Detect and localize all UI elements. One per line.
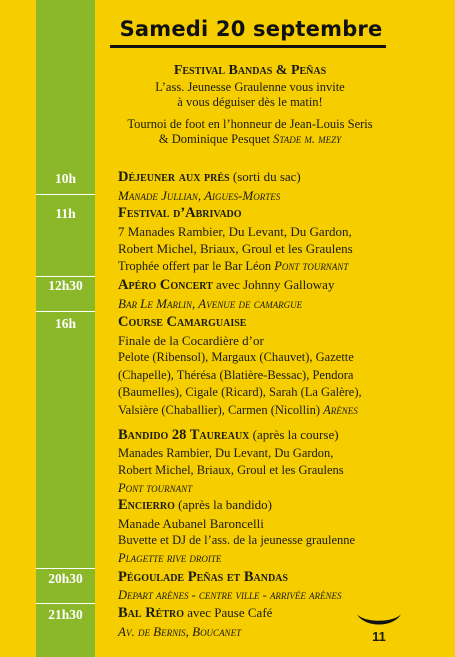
page-number [354,612,404,652]
venue: Bar Le Marlin, Avenue de camargue [118,295,303,311]
event-note: (après la bandido) [174,497,273,512]
time-label: 10h [54,171,76,186]
intro-line: L’ass. Jeunesse Graulenne vous invite [155,80,345,94]
venue: Depart arènes - centre ville - arrivée arènes [118,587,342,602]
intro-line: Tournoi de foot en l’honneur de Jean-Louis Seris [127,117,373,131]
event-detail: Finale de la Cocardière d’or [118,332,264,348]
page-title: Samedi 20 septembre [119,17,383,41]
time-separator [36,194,95,195]
event-detail: 7 Manades Rambier, Du Levant, Du Gardon, [118,223,352,239]
time-separator [36,276,95,277]
event-apero-concert [118,276,418,312]
event-detail: (Baumelles), Cigale (Ricard), Sarah (La Galère), [118,385,362,399]
intro-line: à vous déguiser dès le matin! [177,95,323,109]
event-note: (après la course) [249,427,339,442]
venue: Pont tournant [118,480,193,495]
event-title: Course Camarguaise [118,314,247,330]
time-label: 16h [54,316,76,331]
time-label: 20h30 [48,571,83,586]
venue: Pont tournant [274,258,349,273]
title-underline [110,45,386,48]
venue: Plagette rive droite [118,550,222,565]
event-detail: Pelote (Ribensol), Margaux (Chauvet), Gazette [118,350,354,364]
event-title: Encierro [118,497,175,513]
event-title: Pégoulade Peñas et Bandas [118,569,288,585]
event-dejeuner [118,168,418,204]
event-note: avec Pause Café [184,605,273,620]
festival-title: Festival Bandas & Peñas [173,63,327,78]
event-pegoulade [118,568,418,604]
venue: Av. de Bernis, Boucanet [118,623,242,639]
event-detail: (Chapelle), Thérésa (Blatière-Bessac), Pendora [118,367,354,382]
event-note: avec Johnny Galloway [212,277,335,292]
venue: Stade m. mezy [273,132,342,146]
time-label: 12h30 [48,278,83,293]
page-number-label: 11 [372,629,386,644]
intro-line [110,132,390,147]
intro-block [110,62,390,147]
event-encierro [118,496,418,567]
venue: Manade Jullian, Aigues-Mortes [118,187,281,203]
intro-text: & Dominique Pesquet [158,132,274,146]
event-detail: Valsière (Chaballier), Carmen (Nicollin) [118,402,324,417]
event-detail: Buvette et DJ de l’ass. de la jeunesse graulenne [118,533,356,547]
time-separator [36,311,95,312]
event-bandido [118,426,418,497]
event-title: Apéro Concert [118,277,213,293]
event-detail: Manades Rambier, Du Levant, Du Gardon, [118,445,334,460]
event-title: Bandido 28 Taureaux [118,427,250,443]
event-title: Bal Rétro [118,605,184,621]
event-course-camarguaise [118,313,418,419]
event-detail: Robert Michel, Briaux, Groul et les Graulens [118,463,344,477]
event-detail: Trophée offert par le Bar Léon [118,258,275,273]
venue: Arènes [323,402,358,417]
time-separator [36,603,95,604]
time-separator [36,568,95,569]
event-abrivado [118,204,418,275]
event-detail: Robert Michel, Briaux, Groul et les Graulens [118,241,353,256]
time-label: 11h [55,206,76,221]
event-title: Festival d’Abrivado [118,205,242,221]
event-note: (sorti du sac) [229,169,301,184]
event-detail: Manade Aubanel Baroncelli [118,515,264,531]
time-label: 21h30 [48,607,83,622]
event-title: Déjeuner aux prés [118,169,230,185]
